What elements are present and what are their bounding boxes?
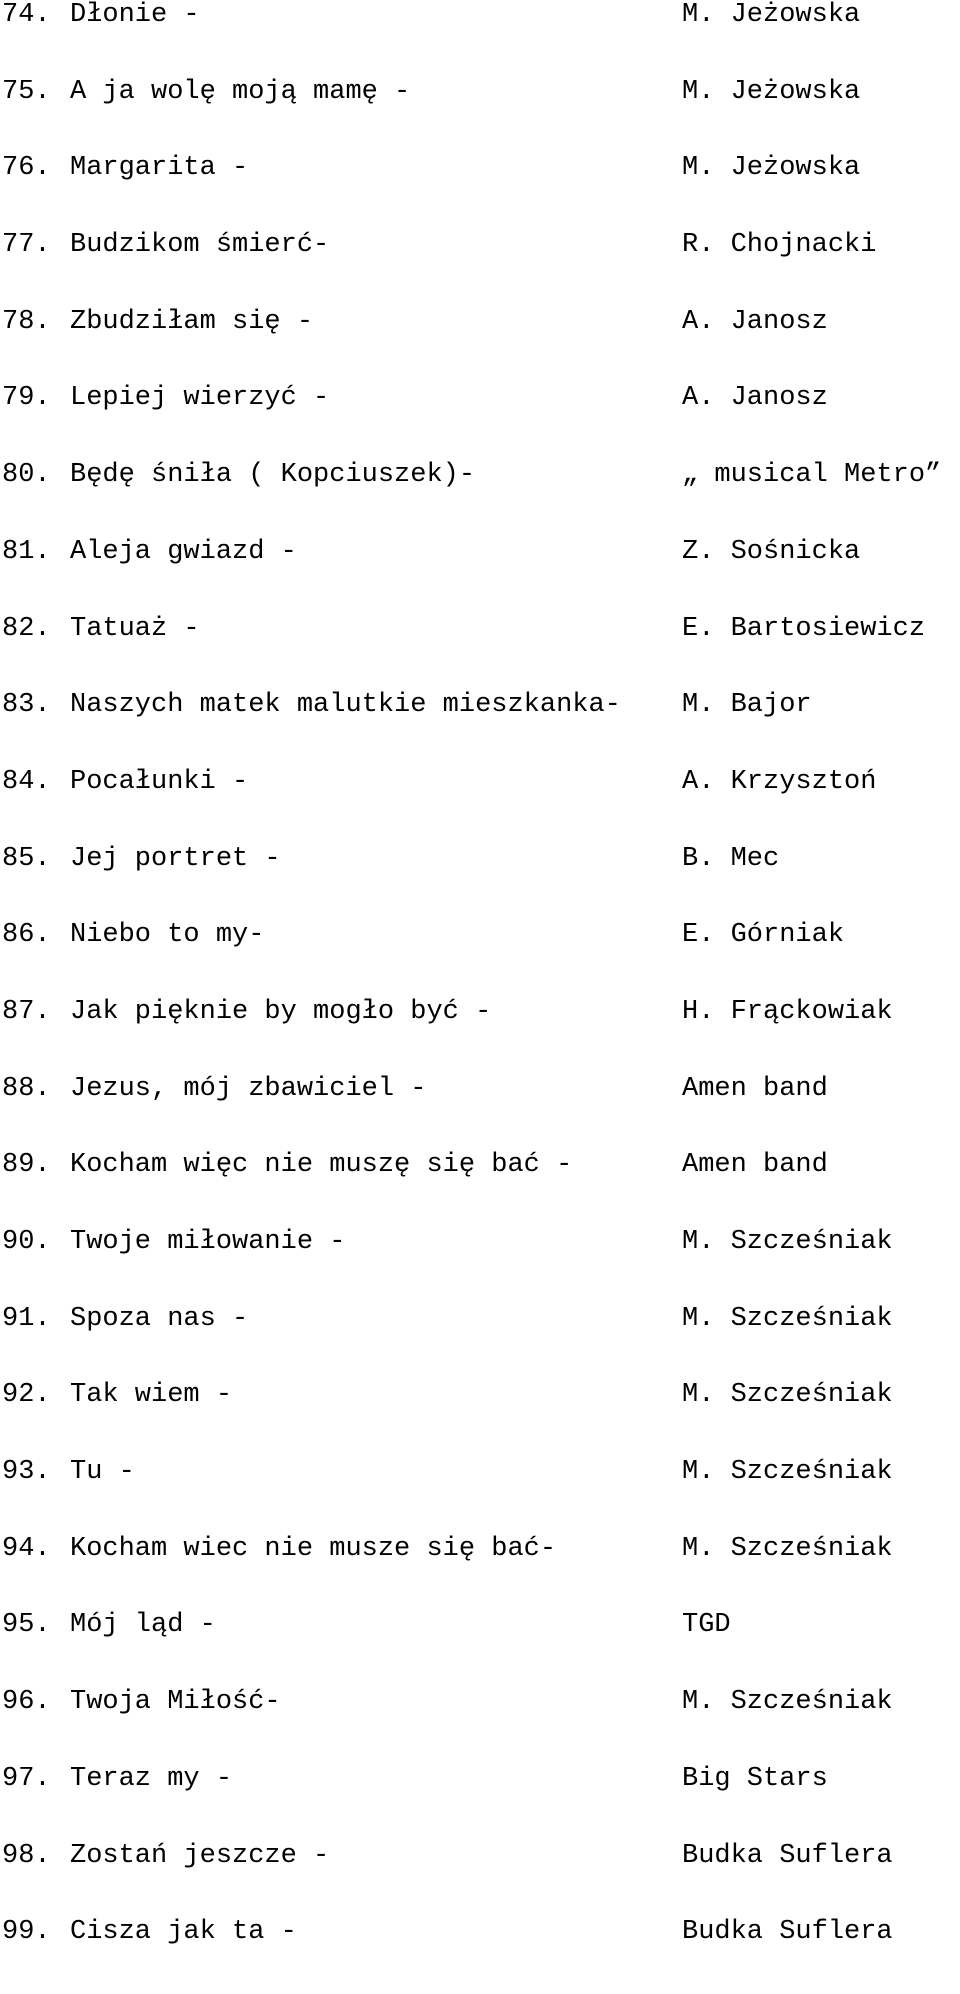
song-number: 89.: [2, 1150, 51, 1181]
song-number: 95.: [2, 1610, 51, 1641]
song-row: [0, 1457, 960, 1534]
song-title: Teraz my -: [70, 1763, 233, 1794]
song-row: [0, 1687, 960, 1764]
song-title: Cisza jak ta -: [70, 1917, 297, 1948]
song-number: 92.: [2, 1380, 51, 1411]
song-artist: TGD: [682, 1610, 731, 1641]
song-row: [0, 1227, 960, 1304]
song-number: 84.: [2, 766, 51, 797]
song-title: Kocham wiec nie musze się bać-: [70, 1533, 557, 1564]
song-artist: M. Szcześniak: [682, 1687, 893, 1718]
song-title: Mój ląd -: [70, 1610, 216, 1641]
song-artist: Amen band: [682, 1150, 828, 1181]
song-title: Twoje miłowanie -: [70, 1227, 346, 1257]
song-number: 85.: [2, 843, 51, 874]
song-number: 76.: [2, 153, 51, 184]
song-title: Twoja Miłość-: [70, 1687, 281, 1718]
song-artist: M. Szcześniak: [682, 1380, 893, 1411]
song-row: [0, 920, 960, 997]
song-number: 96.: [2, 1687, 51, 1718]
song-artist: M. Bajor: [682, 690, 812, 721]
song-title: Margarita -: [70, 153, 249, 184]
song-row: [0, 383, 960, 460]
song-title: Będę śniła ( Kopciuszek)-: [70, 460, 476, 491]
song-title: A ja wolę moją mamę -: [70, 76, 411, 107]
song-row: [0, 1150, 960, 1227]
song-title: Tu -: [70, 1457, 135, 1488]
song-title: Pocałunki -: [70, 766, 249, 797]
song-row: [0, 690, 960, 767]
song-title: Niebo to my-: [70, 920, 265, 951]
song-number: 83.: [2, 690, 51, 721]
song-number: 82.: [2, 613, 51, 644]
song-number: 97.: [2, 1763, 51, 1794]
song-row: [0, 997, 960, 1074]
song-artist: M. Jeżowska: [682, 76, 861, 107]
song-title: Aleja gwiazd -: [70, 536, 297, 567]
song-title: Jezus, mój zbawiciel -: [70, 1073, 427, 1104]
song-row: [0, 1534, 960, 1611]
song-artist: M. Szcześniak: [682, 1457, 893, 1488]
song-row: [0, 614, 960, 691]
song-artist: A. Janosz: [682, 306, 828, 337]
song-row: [0, 1841, 960, 1918]
song-artist: A. Krzysztoń: [682, 766, 877, 797]
song-row: [0, 1304, 960, 1381]
song-number: 88.: [2, 1073, 51, 1104]
song-artist: H. Frąckowiak: [682, 996, 893, 1027]
song-artist: A. Janosz: [682, 383, 828, 414]
song-row: [0, 1917, 960, 1994]
song-row: [0, 1764, 960, 1841]
song-row: [0, 844, 960, 921]
song-row: [0, 1380, 960, 1457]
song-row: [0, 1074, 960, 1151]
song-title: Zostań jeszcze -: [70, 1840, 330, 1871]
song-artist: M. Szcześniak: [682, 1533, 893, 1564]
song-title: Spoza nas -: [70, 1303, 249, 1334]
song-title: Tatuaż -: [70, 613, 200, 644]
song-number: 94.: [2, 1533, 51, 1564]
song-artist: E. Górniak: [682, 920, 845, 951]
song-artist: Amen band: [682, 1073, 828, 1104]
song-row: [0, 537, 960, 614]
song-artist: M. Jeżowska: [682, 0, 861, 30]
song-title: Budzikom śmierć-: [70, 230, 330, 261]
song-number: 98.: [2, 1840, 51, 1871]
song-title: Zbudziłam się -: [70, 306, 314, 337]
song-artist: M. Szcześniak: [682, 1303, 893, 1334]
song-number: 79.: [2, 383, 51, 414]
song-title: Lepiej wierzyć -: [70, 383, 330, 414]
song-artist: Big Stars: [682, 1763, 828, 1794]
song-artist: „ musical Metro”: [682, 460, 942, 491]
song-artist: R. Chojnacki: [682, 230, 877, 261]
song-artist: Budka Suflera: [682, 1917, 893, 1948]
song-artist: B. Mec: [682, 843, 780, 874]
song-number: 91.: [2, 1303, 51, 1334]
song-number: 74.: [2, 0, 51, 30]
song-number: 99.: [2, 1917, 51, 1948]
song-number: 93.: [2, 1457, 51, 1488]
song-title: Jej portret -: [70, 843, 281, 874]
song-artist: Z. Sośnicka: [682, 536, 861, 567]
song-artist: M. Szcześniak: [682, 1227, 893, 1257]
song-artist: M. Jeżowska: [682, 153, 861, 184]
song-row: [0, 77, 960, 154]
song-row: [0, 460, 960, 537]
song-row: [0, 153, 960, 230]
song-number: 80.: [2, 460, 51, 491]
song-number: 81.: [2, 536, 51, 567]
song-artist: Budka Suflera: [682, 1840, 893, 1871]
song-number: 78.: [2, 306, 51, 337]
song-number: 86.: [2, 920, 51, 951]
song-row: [0, 0, 960, 77]
song-row: [0, 767, 960, 844]
song-row: [0, 230, 960, 307]
song-title: Jak pięknie by mogło być -: [70, 996, 492, 1027]
song-title: Dłonie -: [70, 0, 200, 30]
song-title: Naszych matek malutkie mieszkanka-: [70, 690, 621, 721]
song-row: [0, 307, 960, 384]
song-number: 90.: [2, 1227, 51, 1257]
song-title: Kocham więc nie muszę się bać -: [70, 1150, 573, 1181]
song-artist: E. Bartosiewicz: [682, 613, 926, 644]
song-number: 77.: [2, 230, 51, 261]
song-number: 87.: [2, 996, 51, 1027]
song-number: 75.: [2, 76, 51, 107]
song-row: [0, 1610, 960, 1687]
song-title: Tak wiem -: [70, 1380, 233, 1411]
